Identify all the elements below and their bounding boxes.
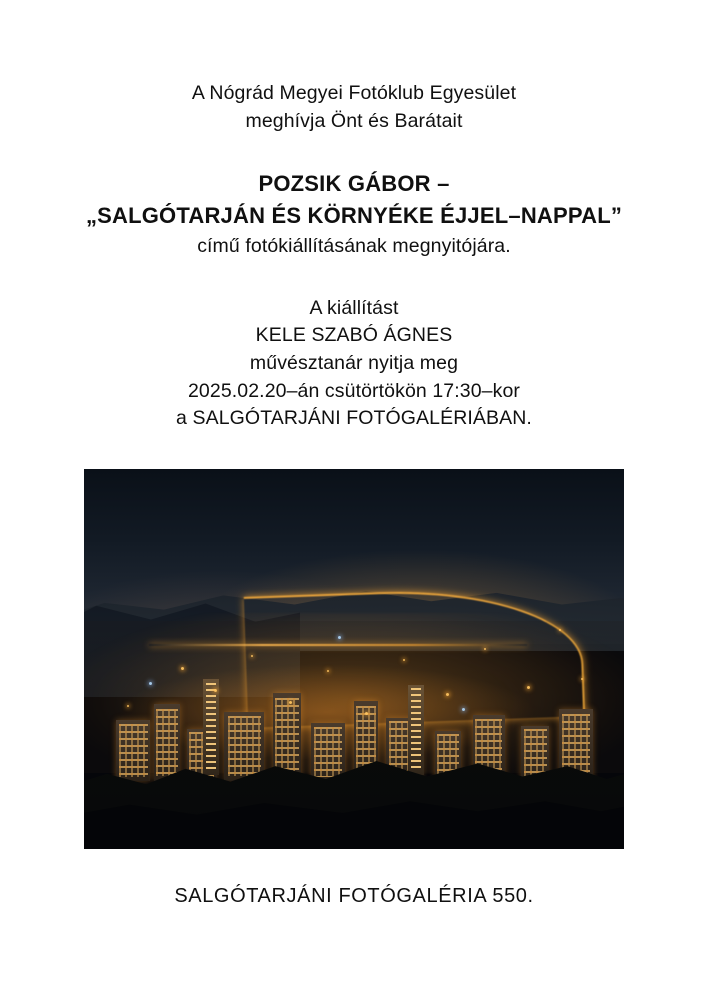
gallery-footer: SALGÓTARJÁNI FOTÓGALÉRIA 550. — [174, 884, 534, 907]
photo-canvas — [84, 469, 624, 849]
blue-light — [338, 636, 341, 639]
street-light — [559, 629, 561, 631]
street-light — [446, 693, 449, 696]
tower-building — [408, 685, 424, 775]
exhibition-subtitle: című fotókiállításának megnyitójára. — [197, 234, 511, 257]
exhibition-title: „SALGÓTARJÁN ÉS KÖRNYÉKE ÉJJEL–NAPPAL” — [85, 202, 623, 228]
artist-name: POZSIK GÁBOR – — [258, 171, 450, 197]
street-light — [581, 678, 583, 680]
night-cityscape-photo — [84, 469, 624, 849]
title-block — [86, 168, 622, 260]
details-block — [176, 295, 532, 433]
building — [224, 712, 264, 780]
building — [116, 720, 150, 780]
opener-role: művésztanár nyitja meg — [249, 351, 459, 374]
tower-building — [203, 679, 219, 775]
invitation-line-2: meghívja Önt és Barátait — [245, 109, 463, 132]
opener-name: KELE SZABÓ ÁGNES — [255, 324, 453, 347]
street-light — [365, 712, 368, 715]
invitation-block — [192, 80, 516, 135]
building — [311, 723, 345, 780]
street-light — [289, 701, 292, 704]
street-light — [403, 659, 405, 661]
street-light — [181, 667, 184, 670]
building-blocks — [84, 644, 624, 781]
event-datetime: 2025.02.20–án csütörtökön 17:30–kor — [187, 379, 520, 402]
street-light — [127, 705, 129, 707]
blue-light — [149, 682, 152, 685]
building — [154, 704, 180, 781]
street-light — [527, 686, 530, 689]
details-line-1: A kiállítást — [309, 296, 399, 319]
street-light — [484, 648, 486, 650]
event-venue: a SALGÓTARJÁNI FOTÓGALÉRIÁBAN. — [176, 407, 532, 430]
invitation-line-1: A Nógrád Megyei Fotóklub Egyesület — [191, 82, 517, 104]
